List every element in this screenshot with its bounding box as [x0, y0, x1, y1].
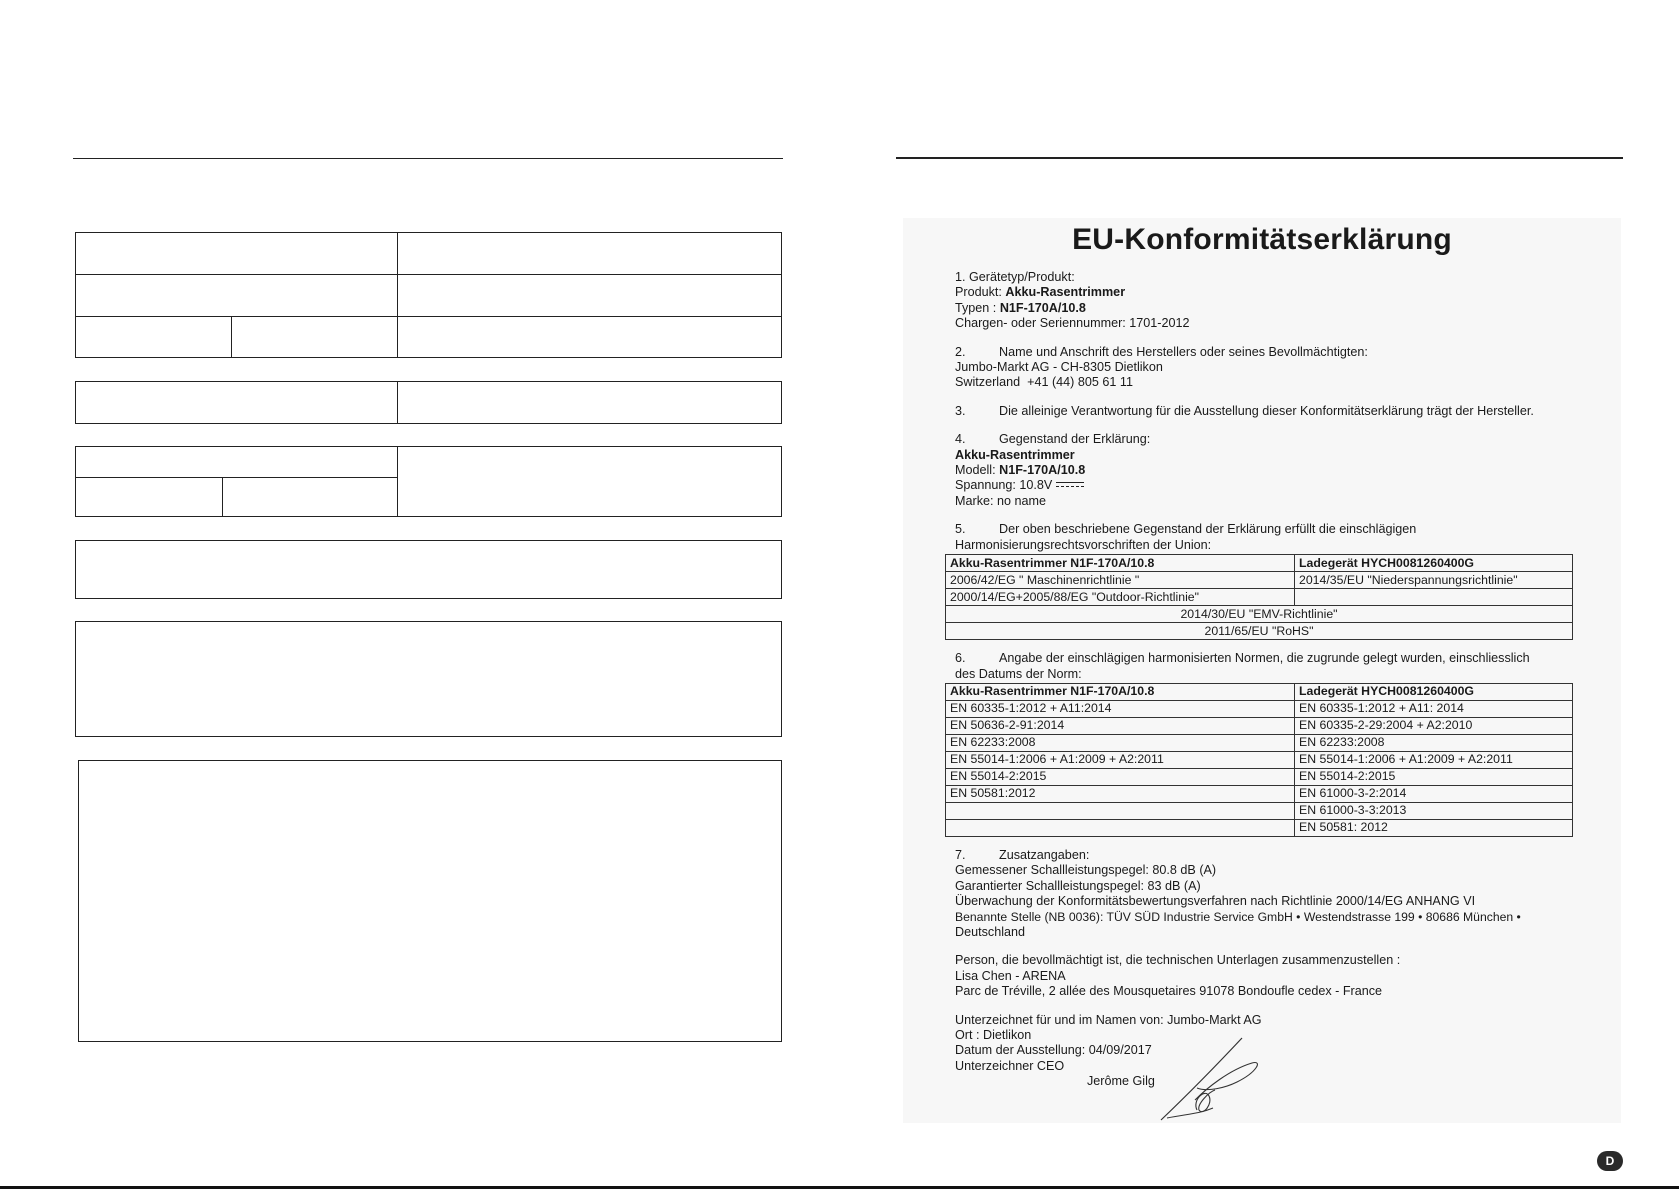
form-divider: [76, 477, 397, 478]
table-cell: EN 55014-2:2015: [946, 768, 1295, 785]
section-object: [955, 432, 1565, 509]
table-cell: EN 60335-2-29:2004 + A2:2010: [1295, 717, 1573, 734]
section-heading-text: Zusatzangaben:: [999, 847, 1090, 862]
responsibility-text: Die alleinige Verantwortung für die Ausstellung dieser Konformitätserklärung trägt der Hersteller.: [999, 403, 1534, 418]
section-heading: [955, 848, 1605, 863]
table-row: [946, 623, 1573, 640]
voltage-text: Spannung: 10.8V: [955, 478, 1053, 493]
info-line: Überwachung der Konformitätsbewertungsverfahren nach Richtlinie 2000/14/EG ANHANG VI: [955, 894, 1476, 909]
section-directives: [955, 522, 1565, 553]
table-cell: EN 61000-3-3:2013: [1295, 802, 1573, 819]
brand-line: Marke: no name: [955, 493, 1046, 508]
table-cell: [946, 819, 1295, 836]
info-line: Deutschland: [955, 924, 1026, 939]
table-cell: EN 62233:2008: [946, 734, 1295, 751]
directives-table: [945, 554, 1573, 640]
section-heading: [955, 345, 1565, 360]
form-divider: [231, 316, 232, 357]
table-header-cell: Ladegerät HYCH0081260400G: [1295, 555, 1573, 572]
product-line: [955, 285, 1565, 300]
section-number: 4.: [955, 432, 966, 447]
section-number: 5.: [955, 522, 966, 537]
left-page-top-rule: [73, 158, 783, 159]
document-title: EU-Konformitätserklärung: [1072, 223, 1452, 256]
section-heading-cont: Harmonisierungsrechtsvorschriften der Union:: [955, 537, 1212, 552]
section-number: 2.: [955, 344, 966, 359]
table-row: [946, 700, 1573, 717]
person-heading: Person, die bevollmächtigt ist, die technischen Unterlagen zusammenzustellen :: [955, 953, 1401, 968]
batch-number: Chargen- oder Seriennummer: 1701-2012: [955, 316, 1190, 331]
table-header-cell: Akku-Rasentrimmer N1F-170A/10.8: [946, 683, 1295, 700]
table-row: [946, 717, 1573, 734]
table-cell: EN 62233:2008: [1295, 734, 1573, 751]
table-cell: 2014/35/EU "Niederspannungsrichtlinie": [1295, 572, 1573, 589]
person-address: Parc de Tréville, 2 allée des Mousquetaires 91078 Bondoufle cedex - France: [955, 984, 1383, 999]
table-cell: EN 60335-1:2012 + A11:2014: [946, 700, 1295, 717]
table-cell: [1295, 589, 1573, 606]
table-row: [946, 751, 1573, 768]
form-divider: [76, 316, 781, 317]
section-heading-text: Gegenstand der Erklärung:: [999, 432, 1151, 447]
table-cell: EN 55014-2:2015: [1295, 768, 1573, 785]
person-name: Lisa Chen - ARENA: [955, 968, 1066, 983]
manufacturer-phone: Switzerland +41 (44) 805 61 11: [955, 375, 1133, 390]
section-number: 6.: [955, 651, 966, 666]
form-divider: [397, 447, 398, 516]
section-number: 7.: [955, 847, 966, 862]
info-line: Gemessener Schallleistungspegel: 80.8 dB (A): [955, 863, 1217, 878]
form-divider: [222, 477, 223, 516]
section-standards: [955, 651, 1595, 682]
table-cell: [946, 802, 1295, 819]
types-label: Typen :: [955, 300, 1000, 315]
table-cell: 2006/42/EG " Maschinenrichtlinie ": [946, 572, 1295, 589]
info-line: Garantierter Schallleistungspegel: 83 dB (A): [955, 878, 1201, 893]
table-cell: EN 55014-1:2006 + A1:2009 + A2:2011: [1295, 751, 1573, 768]
form-divider: [76, 274, 781, 275]
table-cell: EN 50581:2012: [946, 785, 1295, 802]
section-heading: 1. Gerätetyp/Produkt:: [955, 270, 1075, 284]
page-language-badge: D: [1597, 1151, 1623, 1171]
voltage-line: [955, 478, 1565, 493]
manufacturer-address: Jumbo-Markt AG - CH-8305 Dietlikon: [955, 360, 1163, 375]
table-row: [946, 802, 1573, 819]
table-cell: EN 50636-2-91:2014: [946, 717, 1295, 734]
section-authorised-person: [955, 953, 1605, 999]
table-header-cell: Akku-Rasentrimmer N1F-170A/10.8: [946, 555, 1295, 572]
standards-table: [945, 683, 1573, 837]
right-page-top-rule: [896, 157, 1623, 159]
table-row: [946, 606, 1573, 623]
table-header-cell: Ladegerät HYCH0081260400G: [1295, 683, 1573, 700]
model-line: [955, 463, 1565, 478]
info-line: Benannte Stelle (NB 0036): TÜV SÜD Industrie Service GmbH • Westendstrasse 199 • 80686 München •: [955, 909, 1521, 924]
section-number: 3.: [955, 403, 966, 418]
section-additional-info: [955, 848, 1605, 940]
table-cell: 2014/30/EU "EMV-Richtlinie": [946, 606, 1573, 623]
types-line: [955, 301, 1565, 316]
bottom-page-rule: [0, 1186, 1679, 1189]
section-manufacturer: [955, 345, 1565, 391]
table-row: [946, 572, 1573, 589]
product-value: Akku-Rasentrimmer: [1005, 285, 1126, 300]
section-product-type: [955, 270, 1565, 332]
section-heading: [955, 651, 1595, 666]
signer-role: Unterzeichner CEO: [955, 1058, 1065, 1073]
table-cell: 2011/65/EU "RoHS": [946, 623, 1573, 640]
table-cell: EN 50581: 2012: [1295, 819, 1573, 836]
section-heading-text: Angabe der einschlägigen harmonisierten Normen, die zugrunde gelegt wurden, einschliesslich: [999, 651, 1530, 666]
conformity-declaration-scan: [903, 218, 1621, 1123]
section-heading-text: Name und Anschrift des Herstellers oder seines Bevollmächtigten:: [999, 344, 1368, 359]
table-row: [946, 734, 1573, 751]
form-block-3: [75, 446, 782, 517]
section-heading: [955, 432, 1565, 447]
model-value: N1F-170A/10.8: [999, 463, 1086, 478]
table-row: [946, 785, 1573, 802]
object-product: Akku-Rasentrimmer: [955, 447, 1075, 462]
section-heading: [955, 522, 1565, 537]
table-header-row: [946, 683, 1573, 700]
table-row: [946, 768, 1573, 785]
product-label: Produkt:: [955, 285, 1006, 300]
signed-place: Ort : Dietlikon: [955, 1027, 1032, 1042]
form-block-6: [78, 760, 782, 1042]
table-cell: EN 61000-3-2:2014: [1295, 785, 1573, 802]
table-cell: 2000/14/EG+2005/88/EG "Outdoor-Richtlinie": [946, 589, 1295, 606]
section-responsibility: [955, 404, 1595, 419]
form-divider: [397, 382, 398, 423]
section-heading-text: Der oben beschriebene Gegenstand der Erklärung erfüllt die einschlägigen: [999, 522, 1417, 537]
form-block-5: [75, 621, 782, 737]
form-block-2: [75, 381, 782, 424]
model-label: Modell:: [955, 463, 1000, 478]
table-header-row: [946, 555, 1573, 572]
types-value: N1F-170A/10.8: [999, 300, 1086, 315]
signer-name: Jerôme Gilg: [1087, 1074, 1155, 1089]
table-cell: EN 55014-1:2006 + A1:2009 + A2:2011: [946, 751, 1295, 768]
table-row: [946, 819, 1573, 836]
form-divider: [397, 233, 398, 357]
table-cell: EN 60335-1:2012 + A11: 2014: [1295, 700, 1573, 717]
signed-on-behalf: Unterzeichnet für und im Namen von: Jumbo-Markt AG: [955, 1012, 1262, 1027]
table-row: [946, 589, 1573, 606]
form-block-1: [75, 232, 782, 358]
handwritten-signature: [1137, 1030, 1287, 1125]
section-heading-cont: des Datums der Norm:: [955, 666, 1082, 681]
form-block-4: [75, 540, 782, 599]
signed-date: Datum der Ausstellung: 04/09/2017: [955, 1043, 1152, 1058]
dc-symbol-icon: [1056, 482, 1084, 490]
